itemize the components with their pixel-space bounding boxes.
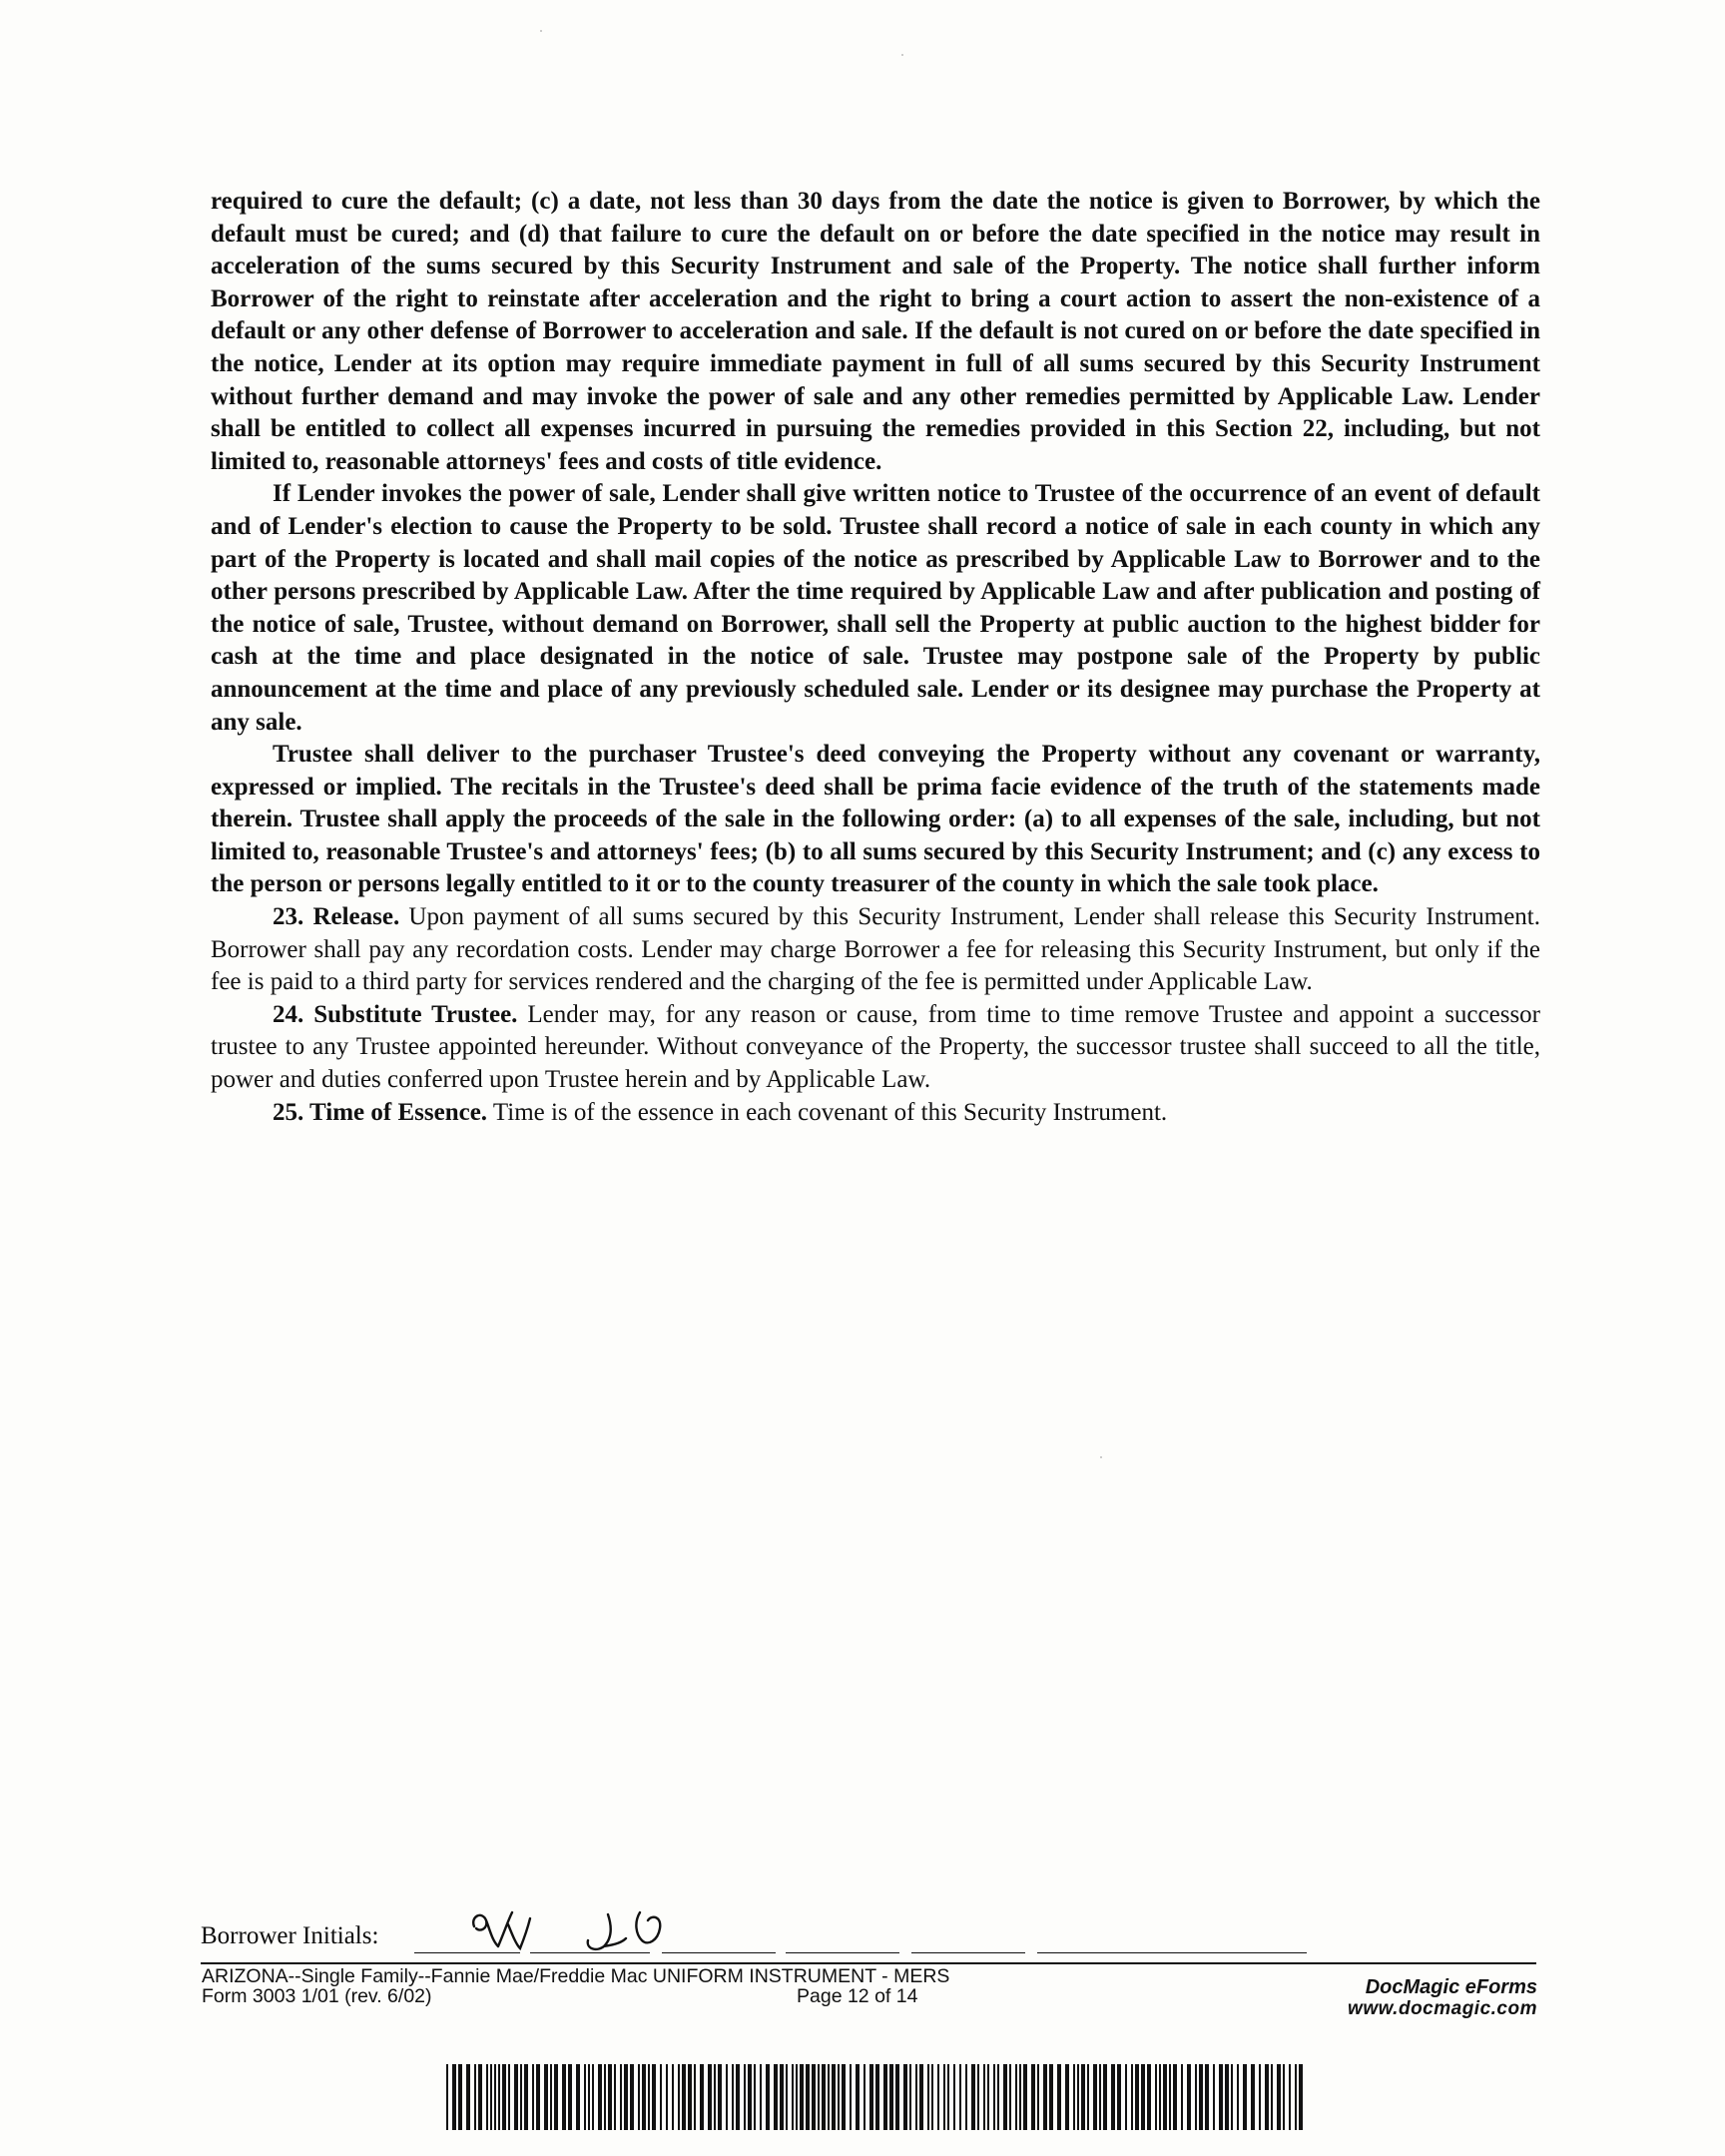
paragraph-power-of-sale: If Lender invokes the power of sale, Lender shall give written notice to Trustee of the occurrence of an event of default and of Lender's election to cause the Property to be sold. Trustee shall record a notice of sale in each county in which any part of the Property is located and shall mail copies of the notice as prescribed by Applicable Law to Borrower and to the other persons prescribed by Applicable Law. After the time required by Applicable Law and after publication and posting of the notice of sale, Trustee, without demand on Borrower, shall sell the Property at public auction to the highest bidder for cash at the time and place designated in the notice of sale. Trustee may postpone sale of the Property by public announcement at the time and place of any previously scheduled sale. Lender or its designee may purchase the Property at any sale. [211, 480, 1540, 736]
barcode-bar [903, 2064, 907, 2130]
barcode-bar [588, 2064, 590, 2130]
barcode-bar [1277, 2064, 1281, 2130]
paragraph-acceleration-notice: required to cure the default; (c) a date, not less than 30 days from the date the notice is given to Borrower, by which the default must be cured; and (d) that failure to cure the default on or before the date specified in the notice may result in acceleration of the sums secured by this Security Instrument and sale of the Property. The notice shall further inform Borrower of the right to reinstate after acceleration and the right to bring a court action to assert the non-existence of a default or any other defense of Borrower to acceleration and sale. If the default is not cured on or before the date specified in the notice, Lender at its option may require immediate payment in full of all sums secured by this Security Instrument without further demand and may invoke the power of sale and any other remedies permitted by Applicable Law. Lender shall be entitled to collect all expenses incurred in pursuing the remedies provided in this Section 22, including, but not limited to, reasonable attorneys' fees and costs of title evidence. [211, 188, 1540, 475]
barcode [446, 2064, 1307, 2130]
borrower-initials-block [201, 1904, 1309, 1956]
borrower-initials-label: Borrower Initials: [201, 1922, 379, 1949]
barcode-bar [812, 2064, 816, 2130]
barcode-bar [959, 2064, 961, 2130]
barcode-bar [1163, 2064, 1167, 2130]
scan-speck [1100, 1456, 1102, 1458]
barcode-bar [947, 2064, 949, 2130]
barcode-bar [1289, 2064, 1291, 2130]
barcode-bar [1023, 2064, 1027, 2130]
barcode-bar [748, 2064, 752, 2130]
barcode-bar [869, 2064, 873, 2130]
barcode-bar [838, 2064, 840, 2130]
barcode-bar [568, 2064, 572, 2130]
barcode-bar [915, 2064, 917, 2130]
barcode-bar [452, 2064, 456, 2130]
barcode-bar [486, 2064, 488, 2130]
barcode-bar [1065, 2064, 1069, 2130]
barcode-bar [624, 2064, 628, 2130]
barcode-bar [1077, 2064, 1079, 2130]
barcode-bar [550, 2064, 552, 2130]
page-number: Page 12 of 14 [797, 1985, 918, 2007]
barcode-bar [875, 2064, 879, 2130]
barcode-bar [806, 2064, 810, 2130]
barcode-bar [672, 2064, 674, 2130]
barcode-bar [1081, 2064, 1085, 2130]
section-text: Lender may, for any reason or cause, from time to time remove Trustee and appoint a successor trustee to any Trustee appointed hereunder. Without conveyance of the Property, the successor trustee shall succeed to all the title, power and duties conferred upon Trustee herein and by Applicable Law. [211, 1000, 1541, 1094]
barcode-bar [682, 2064, 686, 2130]
barcode-bar [620, 2064, 622, 2130]
barcode-bar [1015, 2064, 1017, 2130]
barcode-bar [953, 2064, 955, 2130]
section-title: 25. Time of Essence. [273, 1098, 488, 1126]
barcode-bar [1213, 2064, 1215, 2130]
barcode-bar [1087, 2064, 1089, 2130]
section-title: 23. Release. [273, 903, 400, 931]
barcode-bar [850, 2064, 852, 2130]
form-number: Form 3003 1/01 (rev. 6/02) [202, 1985, 432, 2007]
barcode-bar [1231, 2064, 1233, 2130]
section-text: Upon payment of all sums secured by this Security Instrument, Lender shall release this Security Instrument. Borrower shall pay any recordation costs. Lender may charge Borrower a fee for releasing this Security Instrument, but only if the fee is paid to a third party for services rendered and the charging of the fee is permitted under Applicable Law. [211, 903, 1540, 996]
barcode-bar [688, 2064, 692, 2130]
barcode-bar [828, 2064, 830, 2130]
docmagic-url: www.docmagic.com [1348, 1998, 1537, 2019]
initials-line[interactable] [786, 1952, 899, 1953]
barcode-bar [714, 2064, 716, 2130]
barcode-bar [856, 2064, 860, 2130]
barcode-bar [937, 2064, 939, 2130]
barcode-bar [1019, 2064, 1021, 2130]
barcode-bar [971, 2064, 975, 2130]
barcode-bar [1237, 2064, 1239, 2130]
docmagic-logo: DocMagic eForms [1365, 1976, 1537, 1998]
barcode-bar [562, 2064, 566, 2130]
barcode-bar [1187, 2064, 1191, 2130]
barcode-bar [498, 2064, 500, 2130]
initials-line[interactable] [911, 1952, 1025, 1953]
barcode-bar [678, 2064, 680, 2130]
barcode-bar [1135, 2064, 1139, 2130]
barcode-bar [1243, 2064, 1247, 2130]
barcode-bar [1141, 2064, 1145, 2130]
barcode-bar [478, 2064, 482, 2130]
barcode-bar [977, 2064, 979, 2130]
barcode-bar [1043, 2064, 1047, 2130]
barcode-bar [1031, 2064, 1035, 2130]
barcode-bar [987, 2064, 989, 2130]
scan-speck [901, 54, 903, 56]
handwritten-initials-1 [468, 1904, 548, 1954]
barcode-bar [1219, 2064, 1223, 2130]
barcode-bar [732, 2064, 734, 2130]
scan-speck [540, 30, 542, 32]
barcode-bar [494, 2064, 496, 2130]
barcode-bar [1003, 2064, 1007, 2130]
barcode-bar [502, 2064, 506, 2130]
barcode-bar [652, 2064, 656, 2130]
barcode-bar [598, 2064, 602, 2130]
section-25-time-of-essence [211, 1097, 1540, 1130]
barcode-bar [786, 2064, 788, 2130]
barcode-bar [614, 2064, 616, 2130]
barcode-bar [1181, 2064, 1183, 2130]
barcode-bar [1125, 2064, 1127, 2130]
barcode-bar [576, 2064, 580, 2130]
barcode-bar [554, 2064, 558, 2130]
barcode-bar [997, 2064, 999, 2130]
barcode-bar [514, 2064, 518, 2130]
barcode-bar [889, 2064, 893, 2130]
barcode-bar [630, 2064, 634, 2130]
barcode-bar [1049, 2064, 1053, 2130]
barcode-bar [760, 2064, 762, 2130]
barcode-bar [1195, 2064, 1197, 2130]
barcode-bar [726, 2064, 728, 2130]
barcode-bar [1159, 2064, 1161, 2130]
barcode-bar [458, 2064, 462, 2130]
barcode-bar [718, 2064, 722, 2130]
barcode-bar [1251, 2064, 1255, 2130]
barcode-bar [608, 2064, 612, 2130]
barcode-bar [800, 2064, 804, 2130]
barcode-bar [842, 2064, 846, 2130]
initials-line[interactable] [1037, 1952, 1307, 1953]
barcode-bar [1147, 2064, 1151, 2130]
barcode-bar [446, 2064, 448, 2130]
barcode-bar [1271, 2064, 1273, 2130]
handwritten-initials-2 [582, 1904, 692, 1956]
footer-divider [201, 1962, 1536, 1964]
barcode-bar [1283, 2064, 1285, 2130]
barcode-bar [895, 2064, 899, 2130]
barcode-bar [642, 2064, 646, 2130]
barcode-bar [1111, 2064, 1115, 2130]
barcode-bar [744, 2064, 746, 2130]
barcode-bar [965, 2064, 967, 2130]
barcode-bar [1155, 2064, 1157, 2130]
barcode-bar [1169, 2064, 1171, 2130]
barcode-bar [508, 2064, 510, 2130]
barcode-bar [736, 2064, 740, 2130]
barcode-bar [1073, 2064, 1075, 2130]
barcode-bar [1173, 2064, 1177, 2130]
barcode-bar [792, 2064, 794, 2130]
barcode-bar [1131, 2064, 1133, 2130]
document-body [211, 186, 1540, 1129]
barcode-bar [818, 2064, 820, 2130]
barcode-bar [544, 2064, 548, 2130]
barcode-bar [863, 2064, 865, 2130]
barcode-bar [666, 2064, 668, 2130]
barcode-bar [1093, 2064, 1097, 2130]
barcode-bar [1265, 2064, 1269, 2130]
barcode-bar [532, 2064, 534, 2130]
barcode-bar [536, 2064, 540, 2130]
section-23-release [211, 901, 1540, 999]
barcode-bar [604, 2064, 606, 2130]
barcode-bar [520, 2064, 522, 2130]
barcode-bar [1259, 2064, 1261, 2130]
section-text: Time is of the essence in each covenant of this Security Instrument. [492, 1098, 1168, 1126]
barcode-bar [1295, 2064, 1297, 2130]
barcode-bar [1205, 2064, 1209, 2130]
docmagic-brand [1318, 1976, 1537, 2020]
barcode-bar [993, 2064, 995, 2130]
barcode-bar [943, 2064, 945, 2130]
barcode-bar [774, 2064, 778, 2130]
barcode-bar [1099, 2064, 1101, 2130]
barcode-bar [524, 2064, 528, 2130]
section-24-substitute-trustee [211, 999, 1540, 1097]
barcode-bar [931, 2064, 933, 2130]
barcode-bar [796, 2064, 798, 2130]
barcode-bar [694, 2064, 696, 2130]
barcode-bar [474, 2064, 476, 2130]
barcode-bar [1103, 2064, 1107, 2130]
section-title: 24. Substitute Trustee. [273, 1000, 518, 1028]
paragraph-trustee-deed: Trustee shall deliver to the purchaser Trustee's deed conveying the Property without any covenant or warranty, expressed or implied. The recitals in the Trustee's deed shall be prima facie evidence of the truth of the statements made therein. Trustee shall apply the proceeds of the sale in the following order: (a) to all expenses of the sale, including, but not limited to, reasonable Trustee's and attorneys' fees; (b) to all sums secured by this Security Instrument; and (c) any excess to the person or persons legally entitled to it or to the county treasurer of the county in which the sale took place. [211, 741, 1540, 898]
barcode-bar [919, 2064, 923, 2130]
barcode-bar [708, 2064, 712, 2130]
barcode-bar [832, 2064, 836, 2130]
barcode-bar [1299, 2064, 1303, 2130]
barcode-bar [983, 2064, 985, 2130]
barcode-bar [660, 2064, 662, 2130]
barcode-bar [648, 2064, 650, 2130]
barcode-bar [584, 2064, 586, 2130]
barcode-bar [1037, 2064, 1039, 2130]
barcode-bar [1117, 2064, 1121, 2130]
barcode-bar [592, 2064, 594, 2130]
barcode-bar [1199, 2064, 1203, 2130]
barcode-bar [1057, 2064, 1061, 2130]
form-title: ARIZONA--Single Family--Fannie Mae/Freddie Mac UNIFORM INSTRUMENT - MERS [202, 1965, 950, 1987]
barcode-bar [909, 2064, 911, 2130]
barcode-bar [927, 2064, 929, 2130]
barcode-bar [883, 2064, 887, 2130]
barcode-bar [754, 2064, 756, 2130]
barcode-bar [822, 2064, 826, 2130]
barcode-bar [1009, 2064, 1011, 2130]
barcode-bar [466, 2064, 470, 2130]
barcode-bar [1225, 2064, 1229, 2130]
barcode-bar [700, 2064, 704, 2130]
barcode-bar [490, 2064, 492, 2130]
barcode-bar [766, 2064, 770, 2130]
barcode-bar [638, 2064, 640, 2130]
barcode-bar [780, 2064, 784, 2130]
